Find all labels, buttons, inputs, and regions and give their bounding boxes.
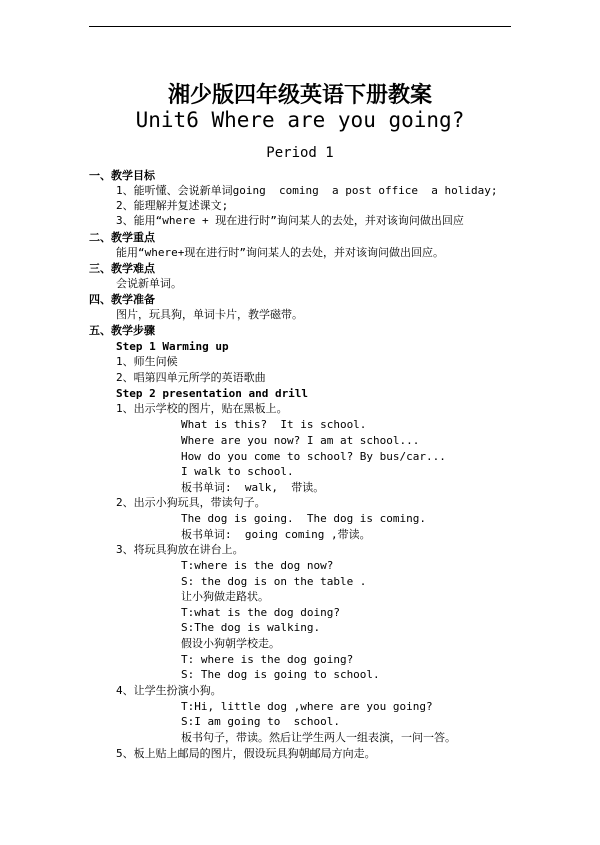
dialogue-line: T:Hi, little dog ,where are you going? bbox=[181, 700, 433, 713]
section-heading: 五、教学步骤 bbox=[89, 324, 155, 337]
section-heading: 一、教学目标 bbox=[89, 169, 155, 182]
section-heading: 二、教学重点 bbox=[89, 231, 155, 244]
document-title: 湘少版四年级英语下册教案 bbox=[167, 82, 432, 108]
step-item: 3、将玩具狗放在讲台上。 bbox=[116, 543, 244, 556]
header-rule bbox=[89, 26, 511, 27]
step-item: 4、让学生扮演小狗。 bbox=[116, 684, 222, 697]
unit-title: Unit6 Where are you going? bbox=[135, 108, 465, 132]
dialogue-line: S:I am going to school. bbox=[181, 715, 340, 728]
dialogue-line: 板书句子，带读。然后让学生两人一组表演，一问一答。 bbox=[181, 731, 456, 744]
objective-item: 3、能用“where + 现在进行时”询问某人的去处，并对该询问做出回应 bbox=[116, 214, 464, 227]
objective-item: 1、能听懂、会说新单词going coming a post office a holiday; bbox=[116, 184, 498, 197]
step-item: 5、板上贴上邮局的图片，假设玩具狗朝邮局方向走。 bbox=[116, 747, 376, 760]
dialogue-line: 板书单词: going coming ,带读。 bbox=[181, 528, 371, 541]
step-item: 1、师生问候 bbox=[116, 355, 178, 368]
step-heading: Step 1 Warming up bbox=[116, 340, 229, 353]
section-text: 能用“where+现在进行时”询问某人的去处，并对该询问做出回应。 bbox=[116, 246, 444, 259]
dialogue-line: S: the dog is on the table . bbox=[181, 575, 367, 588]
section-heading: 三、教学难点 bbox=[89, 262, 155, 275]
period-label: Period 1 bbox=[266, 145, 334, 161]
dialogue-line: S:The dog is walking. bbox=[181, 621, 321, 634]
dialogue-line: 假设小狗朝学校走。 bbox=[181, 637, 280, 650]
step-item: 2、唱第四单元所学的英语歌曲 bbox=[116, 371, 266, 384]
section-text: 会说新单词。 bbox=[116, 277, 182, 290]
dialogue-line: 让小狗做走路状。 bbox=[181, 590, 269, 603]
dialogue-line: T:where is the dog now? bbox=[181, 559, 334, 572]
step-heading: Step 2 presentation and drill bbox=[116, 387, 309, 400]
section-heading: 四、教学准备 bbox=[89, 293, 155, 306]
step-item: 1、出示学校的图片，贴在黑板上。 bbox=[116, 402, 288, 415]
dialogue-line: I walk to school. bbox=[181, 465, 294, 478]
dialogue-line: 板书单词: walk, 带读。 bbox=[181, 481, 325, 494]
step-item: 2、出示小狗玩具，带读句子。 bbox=[116, 496, 266, 509]
objective-item: 2、能理解并复述课文; bbox=[116, 199, 229, 212]
dialogue-line: S: The dog is going to school. bbox=[181, 668, 380, 681]
dialogue-line: T: where is the dog going? bbox=[181, 653, 354, 666]
dialogue-line: How do you come to school? By bus/car... bbox=[181, 450, 446, 463]
section-text: 图片，玩具狗，单词卡片，教学磁带。 bbox=[116, 308, 303, 321]
dialogue-line: Where are you now? I am at school... bbox=[181, 434, 420, 447]
dialogue-line: T:what is the dog doing? bbox=[181, 606, 340, 619]
dialogue-line: The dog is going. The dog is coming. bbox=[181, 512, 427, 525]
dialogue-line: What is this? It is school. bbox=[181, 418, 367, 431]
